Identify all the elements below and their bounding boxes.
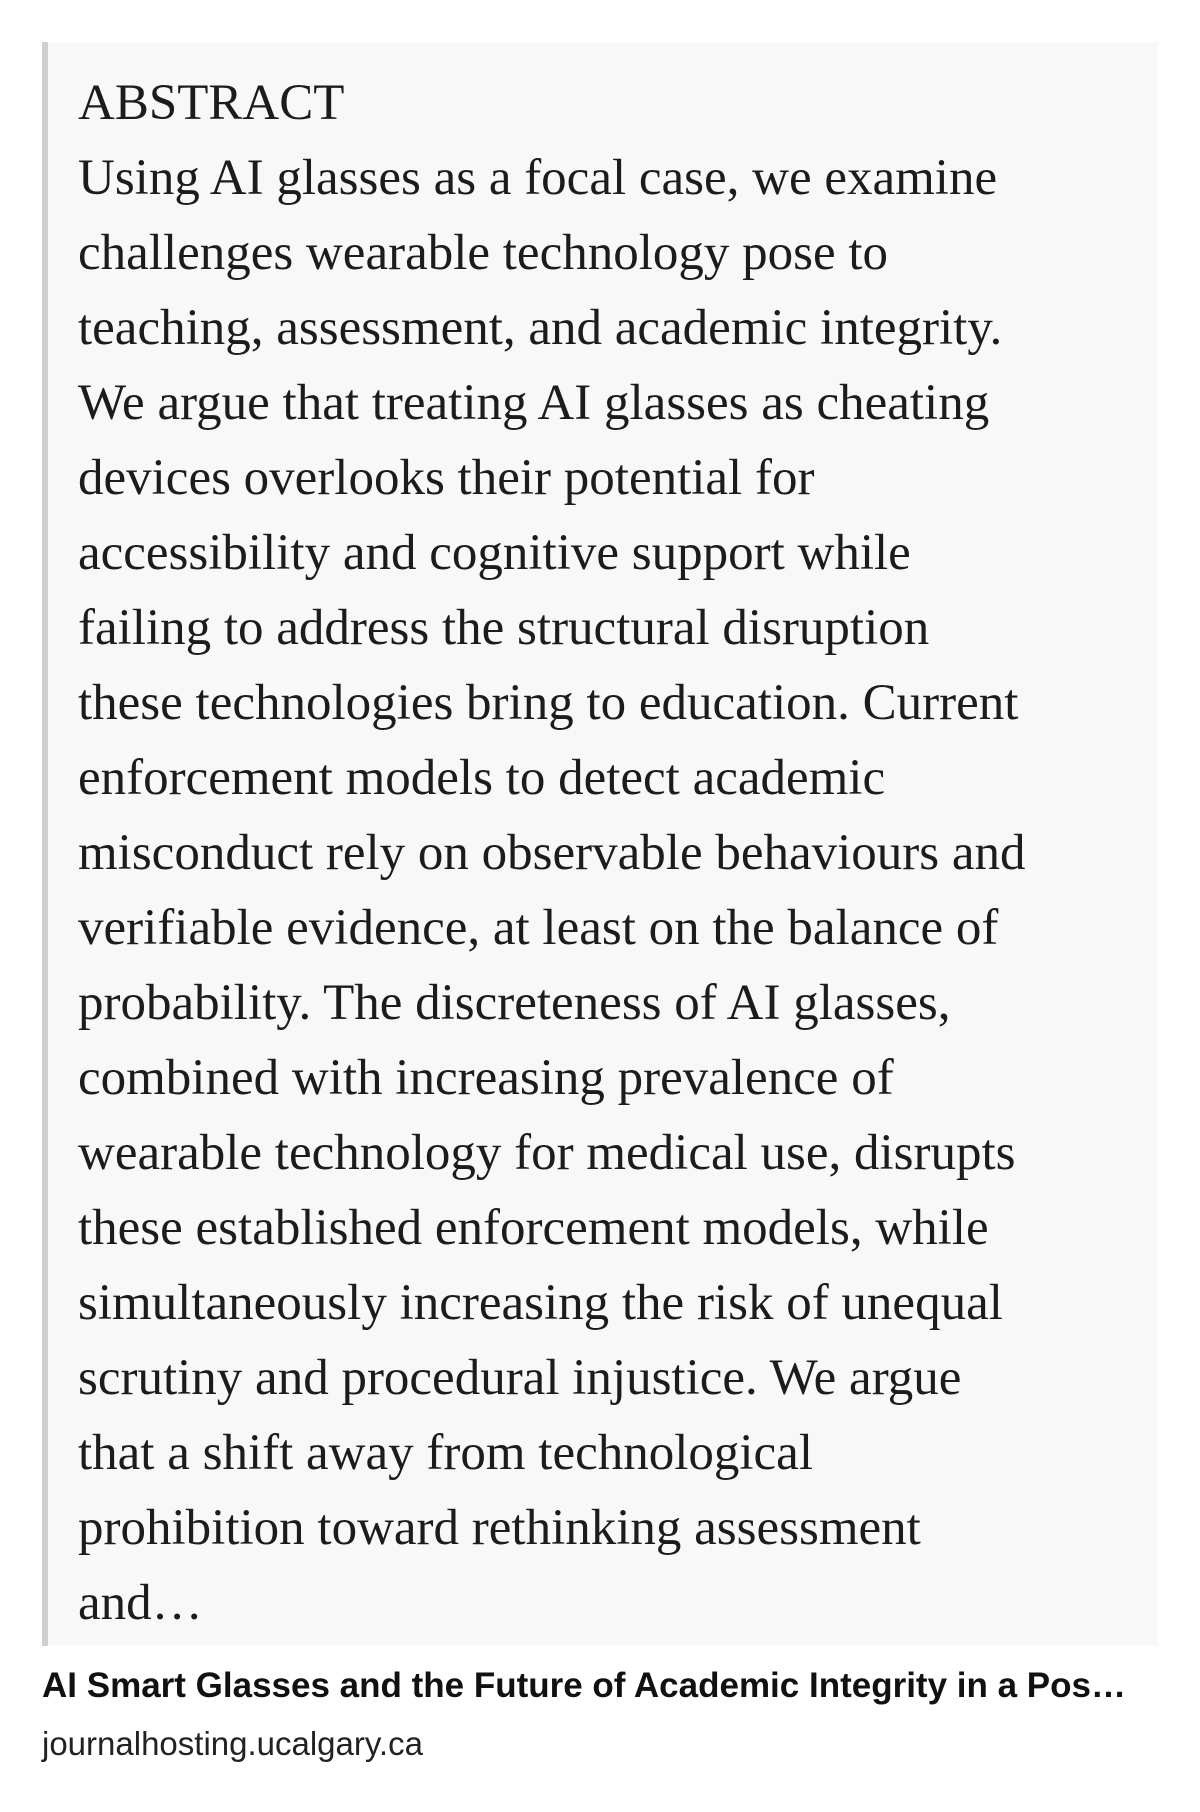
abstract-line: wearable technology for medical use, disrupts [78,1125,1016,1181]
abstract-line: that a shift away from technological [78,1425,813,1481]
abstract-line: Using AI glasses as a focal case, we examine [78,150,998,206]
abstract-line: teaching, assessment, and academic integrity. [78,300,1003,356]
abstract-line: these technologies bring to education. Current [78,675,1019,731]
abstract-line: verifiable evidence, at least on the balance of [78,900,999,956]
abstract-line: We argue that treating AI glasses as cheating [78,375,990,431]
abstract-line: combined with increasing prevalence of [78,1050,894,1106]
abstract-line: these established enforcement models, while [78,1200,989,1256]
abstract-line: challenges wearable technology pose to [78,225,889,281]
abstract-quote-block [42,42,1158,1646]
abstract-line: accessibility and cognitive support while [78,525,911,581]
abstract-line: misconduct rely on observable behaviours and [78,825,1026,881]
abstract-line: scrutiny and procedural injustice. We argue [78,1350,962,1406]
abstract-line: devices overlooks their potential for [78,450,815,506]
abstract-line: and… [78,1575,203,1631]
abstract-line: prohibition toward rethinking assessment [78,1500,921,1556]
abstract-line: failing to address the structural disruption [78,600,930,656]
link-title[interactable]: AI Smart Glasses and the Future of Academic Integrity in a Pos… [42,1666,1126,1705]
abstract-line: enforcement models to detect academic [78,750,886,806]
abstract-text [78,66,1158,1641]
abstract-line: simultaneously increasing the risk of unequal [78,1275,1003,1331]
abstract-line: probability. The discreteness of AI glasses, [78,975,951,1031]
link-domain: journalhosting.ucalgary.ca [42,1725,423,1762]
abstract-heading: ABSTRACT [78,75,345,131]
